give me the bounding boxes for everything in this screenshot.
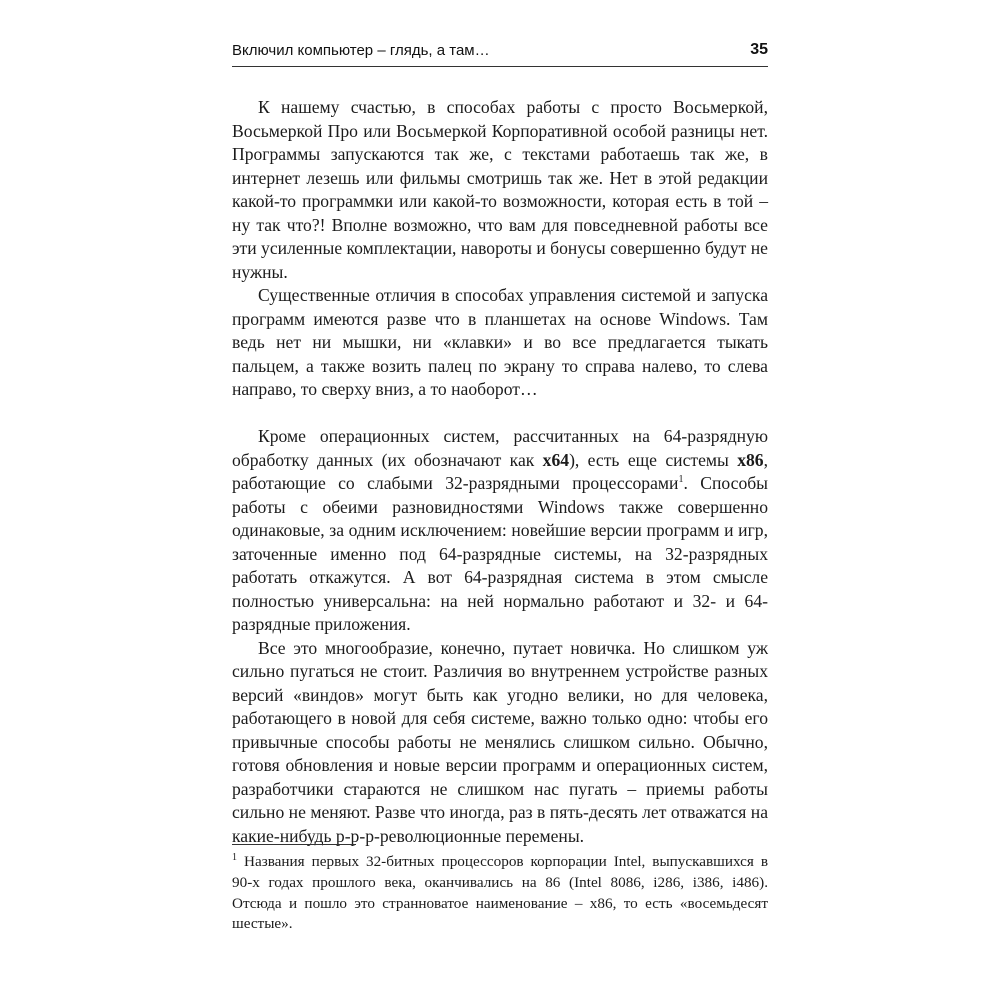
paragraph-2: Существенные отличия в способах управления системой и запуска программ имеются разве что в планшетах на основе Windows. Там ведь нет ни мышки, ни «клавки» и во все предлагается тыкать пальцем, а также возить палец по экрану то справа налево, то слева направо, то сверху вниз, а то наоборот… [232,285,768,399]
page-number: 35 [750,41,768,58]
footnote-text: Названия первых 32-битных процессоров корпорации Intel, выпускавшихся в 90-х годах прошлого века, оканчивались на 86 (Intel 8086, i286, i386, i486). Отсюда и пошло это странноватое наименование – x86, то есть «восемьдесят шестые». [232,853,768,933]
paragraph-3-part-a: Кроме операционных систем, рассчитанных на 64-разрядную обработку данных (их обозначают как [232,426,768,470]
paragraph-3-part-e: . Способы работы с обеими разновидностями Windows также совершенно одинаковые, за одним исключением: новейшие версии программ и игр, заточенные именно под 64-разрядные системы, на 32-разрядных работать откажутся. А вот 64-разрядная система в этом смысле полностью универсальна: на ней нормально работают и 32- и 64-разрядные приложения. [232,473,769,634]
running-title: Включил компьютер – глядь, а там… [232,42,490,59]
paragraph-3-part-d: , работающие со слабыми 32-разрядными процессорами [232,449,768,493]
term-x64: x64 [542,449,570,470]
term-x86: x86 [737,449,764,470]
paragraph-3 [232,425,768,637]
footnote-divider [232,844,356,845]
paragraph-4: Все это многообразие, конечно, путает новичка. Но слишком уж сильно пугаться не стоит. Различия во внутреннем устройстве разных версий «виндов» могут быть как угодно велики, но для человека, работающего в новой для себя системе, важно только одно: чтобы его привычные способы работы не менялись слишком сильно. Обычно, готовя обновления и новые версии программ и операционных систем, разработчики стараются не слишком нас пугать – приемы работы сильно не меняют. Разве что иногда, раз в пять-десять лет отважатся на какие-нибудь р-р-р-революционные перемены. [232,637,768,846]
body-text [232,96,768,848]
footnote-reference: 1 [678,474,684,486]
paragraph-1: К нашему счастью, в способах работы с просто Восьмеркой, Восьмеркой Про или Восьмеркой Корпоративной особой разницы нет. Программы запускаются так же, с текстами работаешь так же, в интернет лезешь или фильмы смотришь так же. Нет в этой редакции какой-то программки или какой-то возможности, которая есть в той – ну так что?! Вполне возможно, что вам для повседневной работы все эти усиленные комплектации, навороты и бонусы совершенно будут не нужны. [232,97,768,282]
footnote: 1 Названия первых 32-битных процессоров корпорации Intel, выпускавшихся в 90-х годах прошлого века, оканчивались на 86 (Intel 8086, i286, i386, i486). Отсюда и пошло это странноватое наименование – x86, то есть «восемьдесят шестые». [232,851,768,933]
running-header [232,40,768,67]
paragraph-3-part-c: ), есть еще системы [569,449,738,470]
